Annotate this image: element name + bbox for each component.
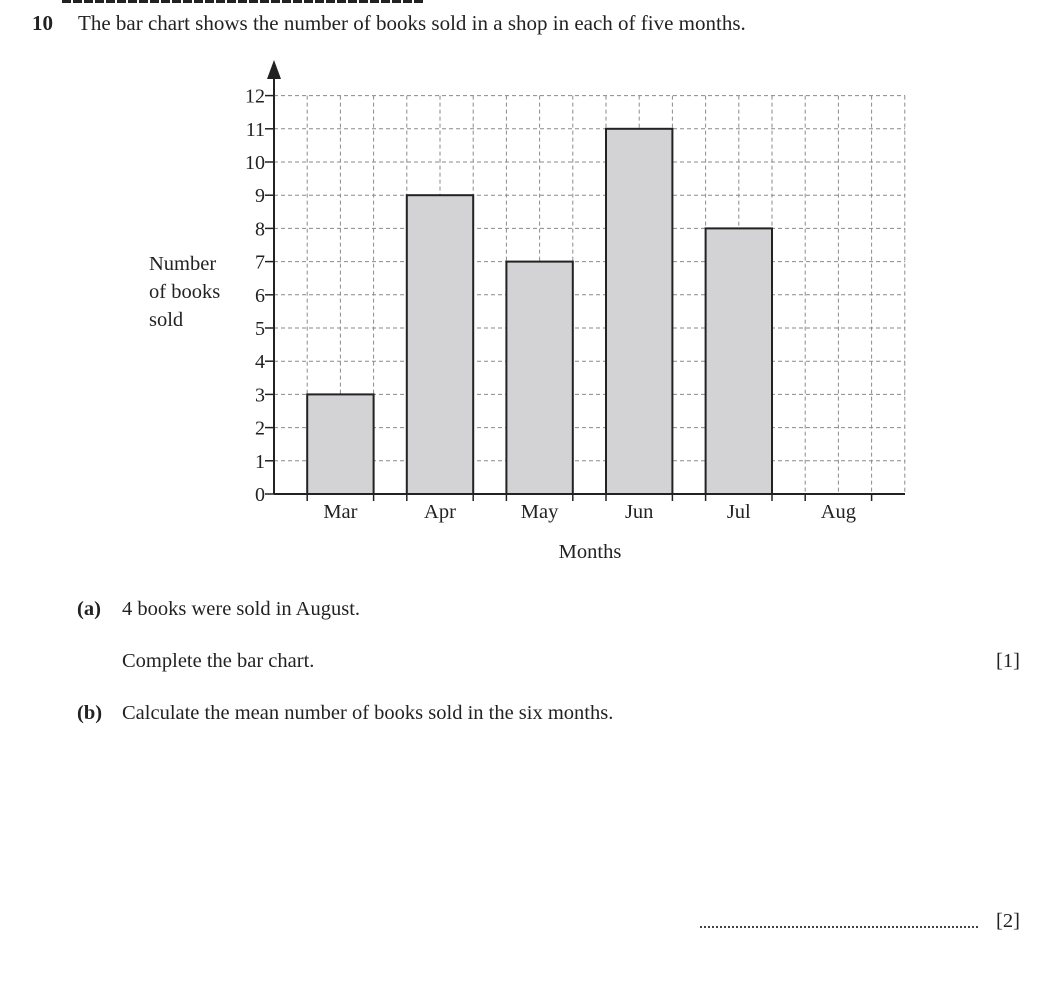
part-b-text: Calculate the mean number of books sold in the six months.	[122, 702, 614, 724]
question-number: 10	[32, 11, 53, 35]
part-b-marks: [2]	[996, 910, 1020, 932]
x-tick-label: Jun	[624, 501, 654, 523]
bar-jul	[706, 228, 772, 494]
y-tick-label: 3	[255, 384, 265, 407]
x-tick-label: May	[520, 501, 559, 523]
bar-mar	[307, 394, 373, 494]
y-tick-label: 4	[255, 351, 265, 374]
y-tick-label: 8	[255, 218, 265, 241]
y-tick-label: 0	[255, 484, 265, 506]
x-tick-label: Aug	[820, 501, 857, 523]
x-axis-label: Months	[558, 541, 622, 563]
x-tick-label: Mar	[323, 501, 358, 523]
y-axis-label-line-1: Number	[149, 253, 217, 275]
answer-line[interactable]	[700, 924, 978, 928]
bar-apr	[407, 195, 473, 494]
y-tick-label: 12	[245, 85, 265, 108]
y-tick-label: 10	[245, 152, 265, 174]
bar-jun	[606, 129, 672, 494]
y-tick-label: 6	[255, 284, 265, 307]
y-axis-label	[149, 250, 220, 334]
y-axis-arrow	[267, 60, 281, 79]
part-a-marks: [1]	[996, 650, 1020, 672]
part-a-text: 4 books were sold in August.	[122, 598, 361, 620]
y-tick-label: 9	[255, 185, 265, 208]
y-axis-label-line-3: sold	[149, 309, 184, 331]
part-a-label: (a)	[77, 598, 101, 620]
question-stem: The bar chart shows the number of books sold in a shop in each of five months.	[78, 11, 746, 35]
part-a-instruction: Complete the bar chart.	[122, 650, 315, 672]
y-tick-label: 1	[255, 450, 265, 473]
y-tick-label: 5	[255, 318, 265, 340]
y-axis-label-line-2: of books	[149, 281, 221, 303]
y-tick-label: 7	[255, 251, 265, 274]
y-tick-label: 11	[245, 118, 265, 141]
part-b-label: (b)	[77, 702, 103, 724]
x-tick-label: Jul	[726, 501, 751, 523]
bar-may	[506, 262, 572, 494]
y-tick-label: 2	[255, 417, 265, 440]
x-tick-label: Apr	[424, 501, 456, 523]
